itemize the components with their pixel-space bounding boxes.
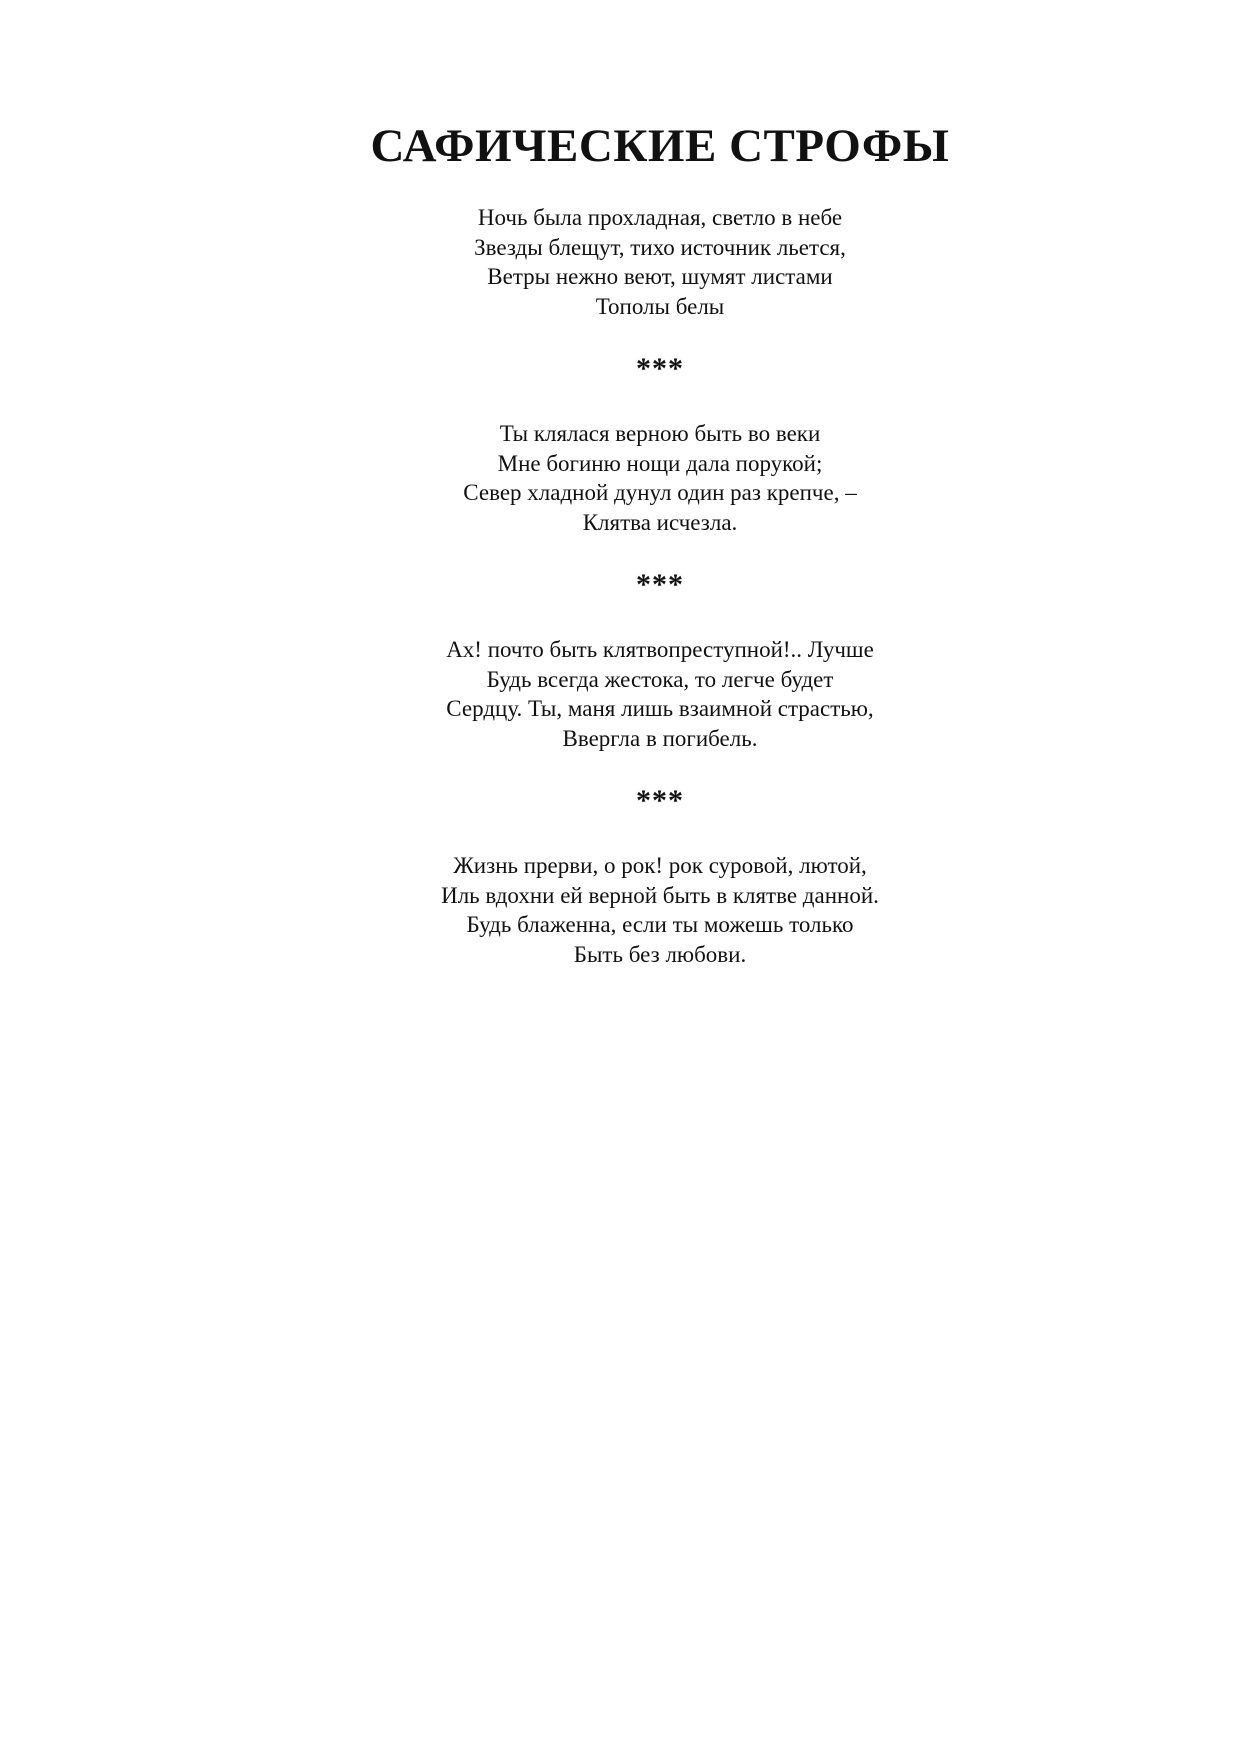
poem-title: САФИЧЕСКИЕ СТРОФЫ — [370, 120, 950, 172]
stanza-line: Ветры нежно веют, шумят листами — [487, 264, 833, 289]
stanza-line: Ввергла в погибель. — [562, 725, 758, 751]
stanza-line: Иль вдохни ей верной быть в клятве данной. — [441, 882, 879, 908]
stanza-2 — [0, 419, 1241, 537]
stanza-line: Быть без любови. — [573, 941, 747, 967]
stanza-line: Ночь была прохладная, светло в небе — [477, 205, 843, 230]
stanza-line: Клятва исчезла. — [582, 509, 738, 535]
stanza-separator: *** — [636, 784, 684, 817]
stanza-line: Мне богиню нощи дала порукой; — [497, 450, 823, 476]
stanza-line: Звезды блещут, тихо источник льется, — [474, 234, 846, 260]
stanza-line: Тополы белы — [595, 293, 725, 319]
stanza-line: Жизнь прерви, о рок! рок суровой, лютой, — [453, 853, 867, 878]
stanza-4 — [0, 851, 1241, 969]
stanza-line: Сердцу. Ты, маня лишь взаимной страстью, — [446, 696, 874, 721]
stanza-line: Север хладной дунул один раз крепче, – — [463, 480, 857, 505]
stanza-3 — [0, 635, 1241, 753]
stanza-1 — [0, 203, 1241, 321]
stanza-line: Ах! почто быть клятвопреступной!.. Лучше — [446, 637, 874, 662]
stanza-separator: *** — [636, 568, 684, 601]
stanza-line: Будь всегда жестока, то легче будет — [486, 666, 834, 692]
stanza-line: Ты клялася верною быть во веки — [499, 421, 821, 446]
stanza-line: Будь блаженна, если ты можешь только — [466, 912, 854, 937]
stanza-separator: *** — [636, 352, 684, 385]
